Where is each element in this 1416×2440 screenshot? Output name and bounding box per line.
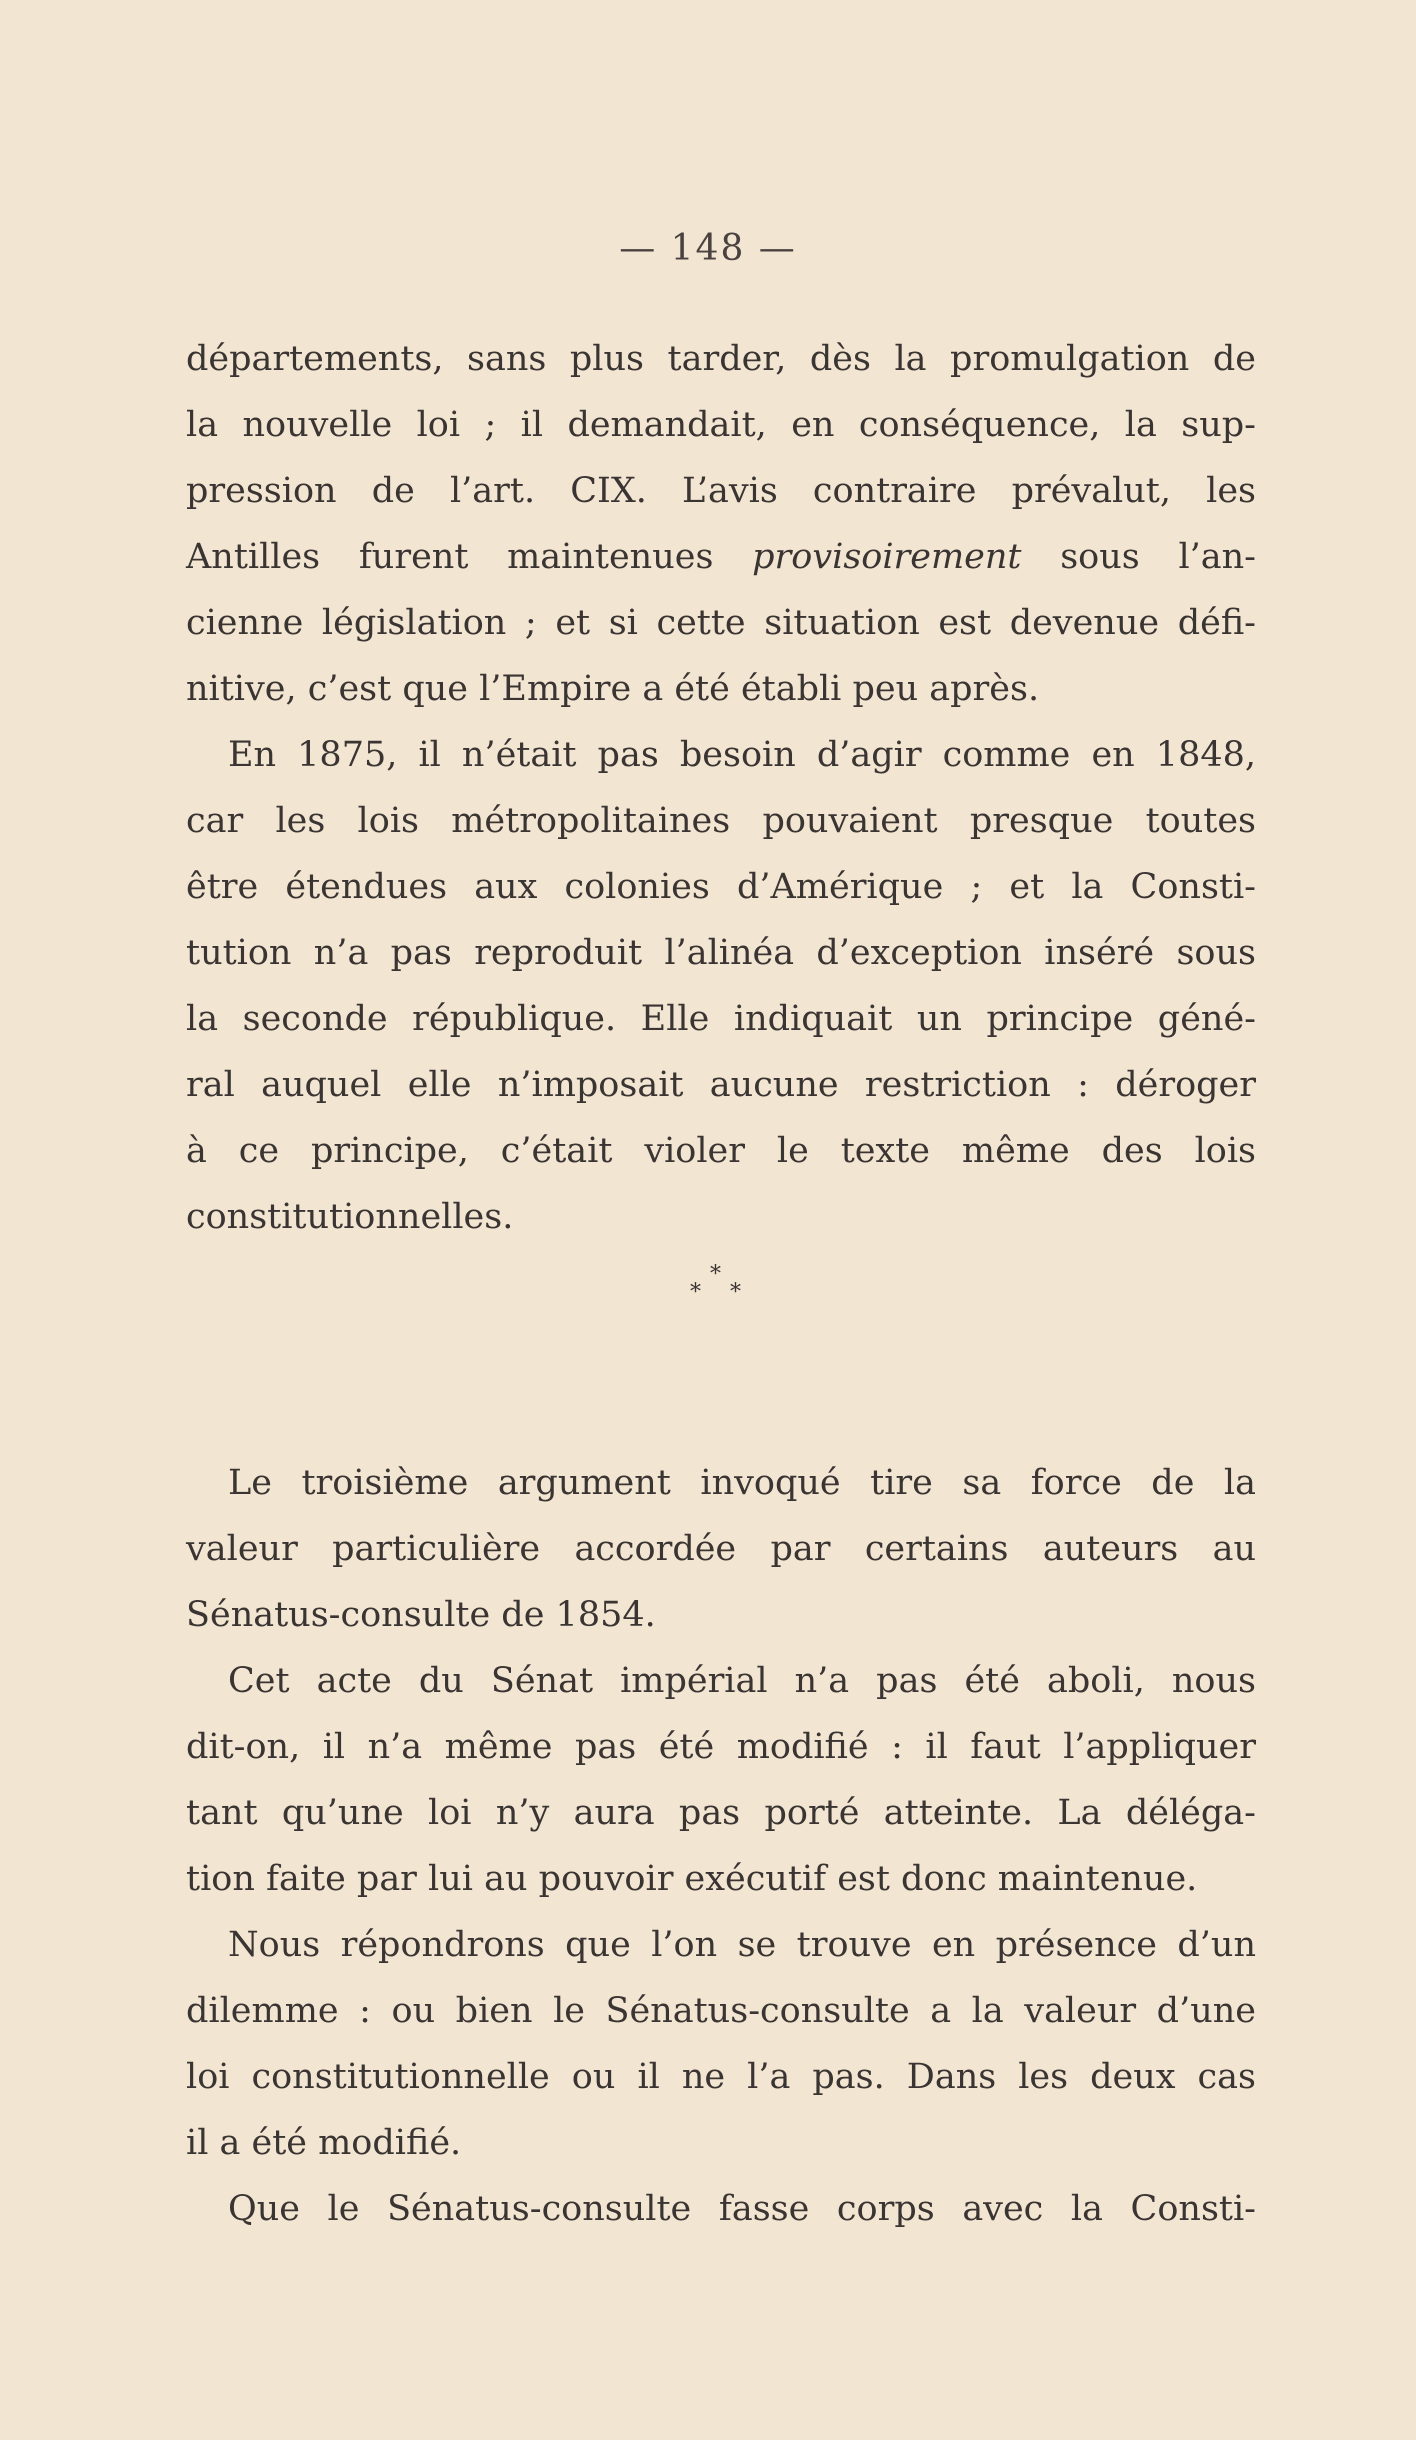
text-line: Le troisième argument invoqué tire sa force de la [228, 1463, 1256, 1503]
text-span: sous l’an- [1021, 537, 1257, 577]
text-line: il a été modifié. [186, 2123, 462, 2163]
text-line: être étendues aux colonies d’Amérique ; et la Consti- [186, 867, 1256, 907]
text-line: ral auquel elle n’imposait aucune restriction : déroger [186, 1065, 1256, 1105]
text-line: nitive, c’est que l’Empire a été établi peu après. [186, 669, 1040, 709]
text-line: Sénatus-consulte de 1854. [186, 1595, 656, 1635]
text-line: car les lois métropolitaines pouvaient presque toutes [186, 801, 1256, 841]
paragraph [186, 722, 1256, 1250]
text-line: tion faite par lui au pouvoir exécutif est donc maintenue. [186, 1859, 1198, 1899]
asterism-divider [186, 1250, 1256, 1450]
paragraph [186, 1450, 1256, 1648]
text-line: à ce principe, c’était violer le texte même des lois [186, 1131, 1256, 1171]
text-span: Antilles furent maintenues [186, 537, 753, 577]
italic-word: provisoirement [752, 537, 1022, 577]
text-line: valeur particulière accordée par certains auteurs au [186, 1529, 1256, 1569]
text-line: Nous répondrons que l’on se trouve en présence d’un [228, 1925, 1256, 1965]
text-line [186, 524, 1256, 590]
paragraph [186, 2176, 1256, 2242]
text-line: Cet acte du Sénat impérial n’a pas été aboli, nous [228, 1661, 1256, 1701]
paragraph [186, 326, 1256, 722]
text-line: dilemme : ou bien le Sénatus-consulte a la valeur d’une [186, 1991, 1256, 2031]
text-line: la nouvelle loi ; il demandait, en conséquence, la sup- [186, 405, 1256, 445]
text-line: loi constitutionnelle ou il ne l’a pas. Dans les deux cas [186, 2057, 1256, 2097]
paragraph [186, 1648, 1256, 1912]
text-line: tant qu’une loi n’y aura pas porté atteinte. La déléga- [186, 1793, 1256, 1833]
asterisk-glyph: * [730, 1280, 741, 1305]
text-line: En 1875, il n’était pas besoin d’agir comme en 1848, [228, 735, 1256, 775]
text-line: départements, sans plus tarder, dès la promulgation de [186, 339, 1256, 379]
text-line: dit-on, il n’a même pas été modifié : il faut l’appliquer [186, 1727, 1256, 1767]
text-line: Que le Sénatus-consulte fasse corps avec la Consti- [228, 2189, 1256, 2229]
asterisk-glyph: * [690, 1280, 701, 1305]
text-line: constitutionnelles. [186, 1197, 514, 1237]
text-line: cienne législation ; et si cette situation est devenue défi- [186, 603, 1256, 643]
asterisk-glyph: * [710, 1262, 721, 1287]
text-line: pression de l’art. CIX. L’avis contraire prévalut, les [186, 471, 1256, 511]
body-text [186, 326, 1256, 2242]
paragraph [186, 1912, 1256, 2176]
text-line: tution n’a pas reproduit l’alinéa d’exception inséré sous [186, 933, 1256, 973]
page-number: — 148 — [619, 228, 797, 269]
text-line: la seconde république. Elle indiquait un principe géné- [186, 999, 1256, 1039]
